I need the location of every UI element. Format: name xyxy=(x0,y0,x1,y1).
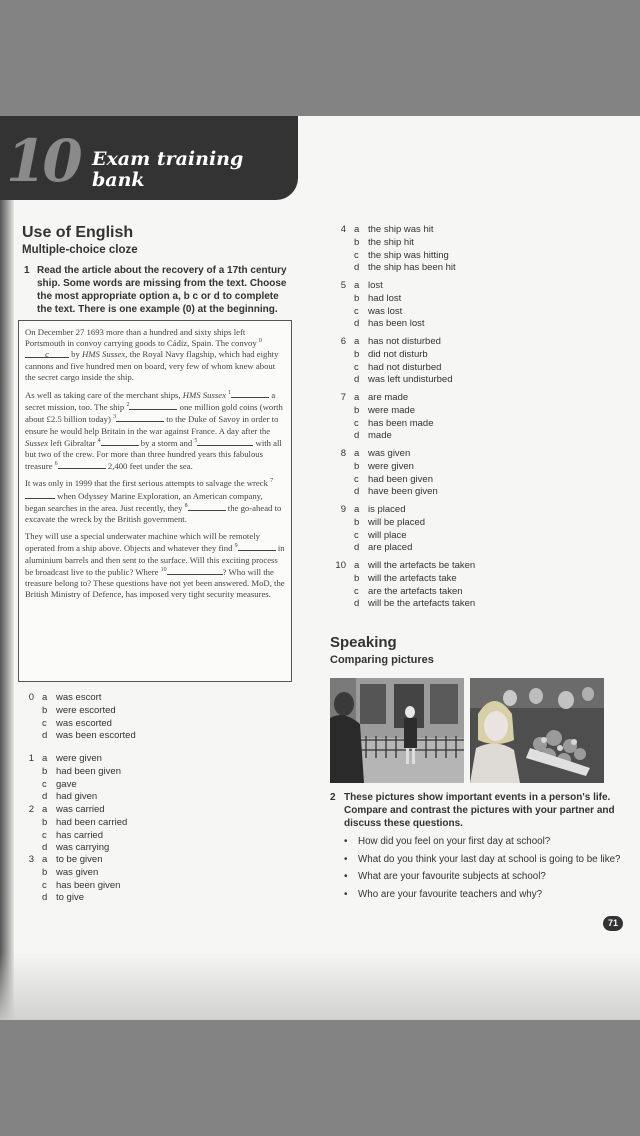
option-text: made xyxy=(368,430,392,442)
last-day-at-school-photo xyxy=(470,678,604,783)
option-letter: c xyxy=(42,717,47,729)
gap-8 xyxy=(188,502,226,511)
task1-number: 1 xyxy=(24,265,30,276)
option-letter: d xyxy=(354,374,360,386)
unit-banner xyxy=(0,116,298,200)
option-letter: c xyxy=(42,829,47,841)
option-text: were given xyxy=(368,460,414,472)
option-text: to be given xyxy=(56,854,103,865)
option-text: was carried xyxy=(56,804,105,815)
option-text: gave xyxy=(56,778,77,790)
option-letter: b xyxy=(354,516,360,528)
option-letter: b xyxy=(42,765,48,777)
bullet-icon: • xyxy=(344,836,348,847)
question-number: 0 xyxy=(28,692,34,703)
speaking-title: Speaking xyxy=(330,634,397,651)
discussion-item: • Who are your favourite teachers and why? xyxy=(344,888,543,900)
option-text: has not disturbed xyxy=(368,336,441,347)
option-letter: c xyxy=(42,879,47,891)
question-number: 7 xyxy=(340,392,346,403)
option-text: are placed xyxy=(368,542,413,554)
option-letter: a xyxy=(42,804,48,815)
question-number: 2 xyxy=(28,804,34,815)
section-title: Use of English xyxy=(22,224,134,241)
option-text: was lost xyxy=(368,305,403,317)
question-number: 8 xyxy=(340,448,346,459)
option-letter: c xyxy=(354,585,359,597)
option-text: will be placed xyxy=(368,516,426,528)
option-text: was left undisturbed xyxy=(368,374,453,386)
bullet-icon: • xyxy=(344,888,348,900)
option-letter: d xyxy=(354,598,360,610)
textbook-page xyxy=(0,116,640,1020)
page-number: 71 xyxy=(603,916,623,931)
option-letter: a xyxy=(42,753,48,764)
gap-2 xyxy=(129,401,177,410)
question-number: 1 xyxy=(28,753,34,764)
option-letter: b xyxy=(354,236,360,248)
option-text: were escorted xyxy=(56,704,116,716)
article-paragraph-3: It was only in 1999 that the first serious attempts to salvage the wreck $^7$ when Odyssey Marine Exploration, an American company, began searches in the area. Just recently, they $^8$ the go-ahead to excavate the wreck by the British government. xyxy=(25,478,282,525)
option-letter: a xyxy=(354,448,360,459)
task1-text: Read the article about the recovery of a 17th century ship. Some words are missing from the text. Choose the most appropriate option a, b c or d to complete the text. There is one example (0) at the beginning. xyxy=(37,265,287,315)
bullet-icon: • xyxy=(344,871,348,882)
question-number: 9 xyxy=(340,504,346,515)
option-letter: d xyxy=(354,542,360,554)
option-letter: c xyxy=(354,249,359,261)
question-number: 4 xyxy=(340,224,346,235)
discussion-item: • How did you feel on your first day at school? xyxy=(344,836,551,847)
graduation-photo-illustration xyxy=(470,678,604,783)
option-letter: c xyxy=(354,305,359,317)
option-letter: d xyxy=(354,262,360,274)
option-letter: c xyxy=(354,529,359,541)
option-text: are the artefacts taken xyxy=(368,585,463,597)
option-text: are made xyxy=(368,392,409,403)
option-text: had been given xyxy=(368,473,433,485)
option-text: will the artefacts be taken xyxy=(368,560,476,571)
option-text: were given xyxy=(56,753,102,764)
speaking-subtitle: Comparing pictures xyxy=(330,654,434,666)
option-text: will be the artefacts taken xyxy=(368,598,476,610)
option-letter: b xyxy=(354,404,360,416)
gap-7 xyxy=(25,490,55,499)
school-photo-illustration xyxy=(330,678,464,783)
task2-instruction xyxy=(330,792,620,830)
bullet-icon: • xyxy=(344,853,348,865)
option-letter: c xyxy=(42,778,47,790)
task2-text: These pictures show important events in a person's life. Compare and contrast the pictures with your partner and discuss these questions. xyxy=(344,792,615,829)
option-letter: d xyxy=(42,791,48,803)
option-text: was been escorted xyxy=(56,730,136,742)
gap-4 xyxy=(101,437,139,446)
option-letter: a xyxy=(354,392,360,403)
option-text: was carrying xyxy=(56,842,110,854)
option-text: to give xyxy=(56,892,84,904)
option-letter: b xyxy=(354,292,360,304)
option-letter: b xyxy=(354,348,360,360)
option-text: the ship has been hit xyxy=(368,262,456,274)
option-text: had been given xyxy=(56,765,121,777)
book-spine-shadow xyxy=(0,116,14,1020)
option-text: did not disturb xyxy=(368,348,428,360)
option-letter: b xyxy=(354,460,360,472)
article-paragraph-4: They will use a special underwater machine which will be remotely operated from a ship above. Objects and whatever they find $^9$ in aluminium barrels and then sent to the surface. Will this exciting process be broadcast live to the public? Where $^{10}$ ? Who will the treasure belong to? These questions have not yet been answered. MoD, the British Ministry of Defence, has imposed very tight security measures. xyxy=(25,531,285,600)
option-text: were made xyxy=(368,404,415,416)
task1-instruction xyxy=(24,264,296,316)
option-text: has been given xyxy=(56,879,121,891)
option-text: the ship was hit xyxy=(368,224,434,235)
option-text: was escorted xyxy=(56,717,112,729)
task2-number: 2 xyxy=(330,792,336,803)
option-text: is placed xyxy=(368,504,406,515)
first-day-at-school-photo xyxy=(330,678,464,783)
gap-3 xyxy=(116,413,164,422)
option-text: has been made xyxy=(368,417,434,429)
option-text: was given xyxy=(368,448,411,459)
page-bottom-shadow xyxy=(0,952,640,1020)
option-letter: c xyxy=(354,417,359,429)
option-letter: b xyxy=(354,572,360,584)
gap-10 xyxy=(167,566,223,575)
question-number: 10 xyxy=(335,560,346,571)
article-paragraph-1: On December 27 1693 more than a hundred and sixty ships left Portsmouth in convoy carrying goods to Cádiz, Spain. The convoy $^0$c by HMS Sussex, the Royal Navy flagship, which had eighty cannons and five hundred men on board, very few of whom knew about the secret cargo inside the ship. xyxy=(25,327,279,382)
gap-6 xyxy=(58,460,106,469)
option-letter: a xyxy=(354,504,360,515)
option-text: had given xyxy=(56,791,98,803)
option-letter: b xyxy=(42,866,48,878)
option-text: had lost xyxy=(368,292,402,304)
option-text: had not disturbed xyxy=(368,361,442,373)
article-paragraph-2: As well as taking care of the merchant ships, HMS Sussex $^1$ a secret mission, too. The ship $^2$ one million gold coins (worth about £2.5 billion today) $^3$ to the Duke of Savoy in order to ensure he would help Britain in the war against France. A day after the Sussex left Gibraltar $^4$ by a storm and $^5$ with all but two of the crew. For more than three hundred years this fabulous treasure $^6$ 2,400 feet under the sea. xyxy=(25,390,283,472)
gap-1 xyxy=(231,389,269,398)
option-letter: a xyxy=(42,854,48,865)
option-text: have been given xyxy=(368,486,438,498)
option-letter: d xyxy=(42,730,48,742)
section-subtitle: Multiple-choice cloze xyxy=(22,244,138,256)
discussion-item: • What are your favourite subjects at school? xyxy=(344,871,546,882)
option-letter: d xyxy=(354,318,360,330)
option-letter: c xyxy=(354,473,359,485)
question-number: 5 xyxy=(340,280,346,291)
option-text: was given xyxy=(56,866,99,878)
option-text: will the artefacts take xyxy=(368,572,457,584)
option-letter: a xyxy=(42,692,48,703)
option-letter: a xyxy=(354,560,360,571)
question-number: 3 xyxy=(28,854,34,865)
option-text: will place xyxy=(368,529,407,541)
option-text: had been carried xyxy=(56,816,128,828)
question-number: 6 xyxy=(340,336,346,347)
article-box xyxy=(18,320,292,682)
option-letter: a xyxy=(354,280,360,291)
option-letter: a xyxy=(354,336,360,347)
option-letter: d xyxy=(354,486,360,498)
gap-0: c xyxy=(25,349,69,358)
option-letter: d xyxy=(42,842,48,854)
gap-9 xyxy=(238,542,276,551)
option-text: was escort xyxy=(56,692,102,703)
option-text: has carried xyxy=(56,829,103,841)
option-text: the ship hit xyxy=(368,236,414,248)
option-letter: d xyxy=(354,430,360,442)
gap-5 xyxy=(197,437,253,446)
unit-number: 10 xyxy=(6,127,79,195)
option-letter: a xyxy=(354,224,360,235)
option-letter: c xyxy=(354,361,359,373)
option-letter: b xyxy=(42,816,48,828)
option-letter: d xyxy=(42,892,48,904)
option-letter: b xyxy=(42,704,48,716)
banner-title: Exam training bank xyxy=(92,148,244,191)
option-text: the ship was hitting xyxy=(368,249,449,261)
option-text: has been lost xyxy=(368,318,425,330)
discussion-questions xyxy=(342,836,622,906)
discussion-item: • What do you think your last day at school is going to be like? xyxy=(344,853,621,865)
option-text: lost xyxy=(368,280,383,291)
